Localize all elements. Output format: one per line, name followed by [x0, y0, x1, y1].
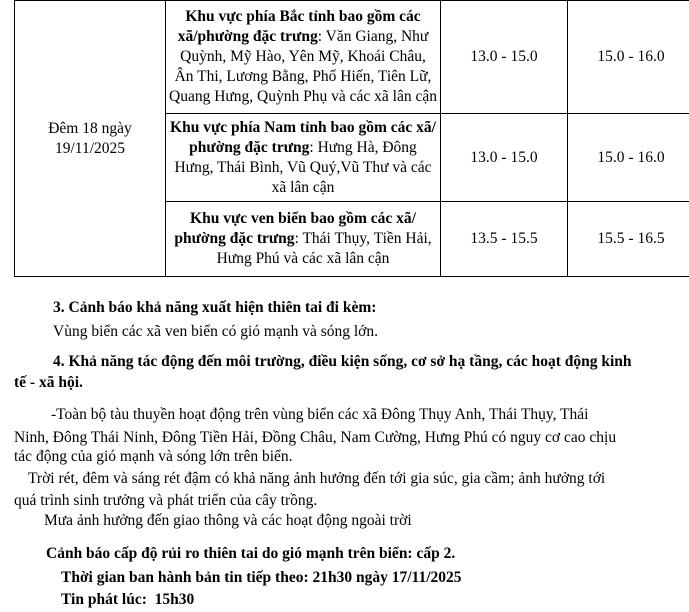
next-bulletin-time: Thời gian ban hành bản tin tiếp theo: 21h30 ngày 17/11/2025	[61, 569, 462, 586]
section3-heading: 3. Cảnh báo khả năng xuất hiện thiên tai đi kèm:	[53, 299, 377, 316]
para2-line1: Trời rét, đêm và sáng rét đậm có khả năng ảnh hưởng đến tới gia súc, gia cầm; ảnh hưởng tới	[28, 470, 606, 487]
time-cell	[15, 1, 166, 277]
value-night-cell: 13.0 - 15.0	[441, 114, 568, 202]
area-cell	[166, 114, 441, 202]
para3: Mưa ảnh hưởng đến giao thông và các hoạt động ngoài trời	[44, 512, 412, 529]
area-detail: : Hưng Hà, Đông Hưng, Thái Bình, Vũ Quý,Vũ Thư và các xã lân cận	[174, 138, 432, 196]
para1-line2: Ninh, Đông Thái Ninh, Đông Tiền Hải, Đồng Châu, Nam Cường, Hưng Phú có nguy cơ cao chịu	[14, 429, 617, 446]
value-night-cell: 13.5 - 15.5	[441, 202, 568, 277]
value-day-cell: 15.0 - 16.0	[568, 1, 689, 114]
area-detail: : Thái Thụy, Tiền Hải, Hưng Phú và các xã lân cận	[216, 230, 432, 267]
time-line1: Đêm 18 ngày	[48, 119, 132, 137]
value-night-cell: 13.0 - 15.0	[441, 1, 568, 114]
area-title: Khu vực phía Bắc tỉnh bao gồm các xã/phường đặc trưng	[177, 8, 421, 45]
section4-heading-line2: tế - xã hội.	[14, 374, 83, 391]
para1-line1: -Toàn bộ tàu thuyền hoạt động trên vùng biển các xã Đông Thụy Anh, Thái Thụy, Thái	[51, 406, 589, 423]
area-detail: : Văn Giang, Như Quỳnh, Mỹ Hào, Yên Mỹ, Khoái Châu, Ân Thi, Lương Bằng, Phố Hiến, Tiên Lữ, Quang Hưng, Quỳnh Phụ và các xã lân cận	[169, 28, 437, 105]
forecast-table	[14, 0, 689, 277]
issued-value: 15h30	[154, 591, 195, 608]
section3-text: Vùng biển các xã ven biển có gió mạnh và sóng lớn.	[53, 323, 379, 340]
section4-heading-line1: 4. Khả năng tác động đến môi trường, điều kiện sống, cơ sở hạ tầng, các hoạt động kinh	[53, 353, 632, 370]
risk-level: Cảnh báo cấp độ rủi ro thiên tai do gió mạnh trên biển: cấp 2.	[46, 545, 456, 562]
time-line2: 19/11/2025	[54, 139, 126, 157]
area-title: Khu vực ven biển bao gồm các xã/ phường đặc trưng	[174, 210, 416, 247]
para1-line3: tác động của gió mạnh và sóng lớn trên biển.	[14, 448, 293, 465]
table-row	[15, 1, 689, 114]
issued-label: Tin phát lúc:	[61, 591, 147, 608]
issued-time	[61, 590, 194, 609]
area-title: Khu vực phía Nam tỉnh bao gồm các xã/ phường đặc trưng	[170, 118, 436, 156]
area-cell	[166, 202, 441, 277]
value-day-cell: 15.5 - 16.5	[568, 202, 689, 277]
para2-line2: quá trình sinh trưởng và phát triển của cây trồng.	[14, 492, 318, 509]
area-cell	[166, 1, 441, 114]
value-day-cell: 15.0 - 16.0	[568, 114, 689, 202]
